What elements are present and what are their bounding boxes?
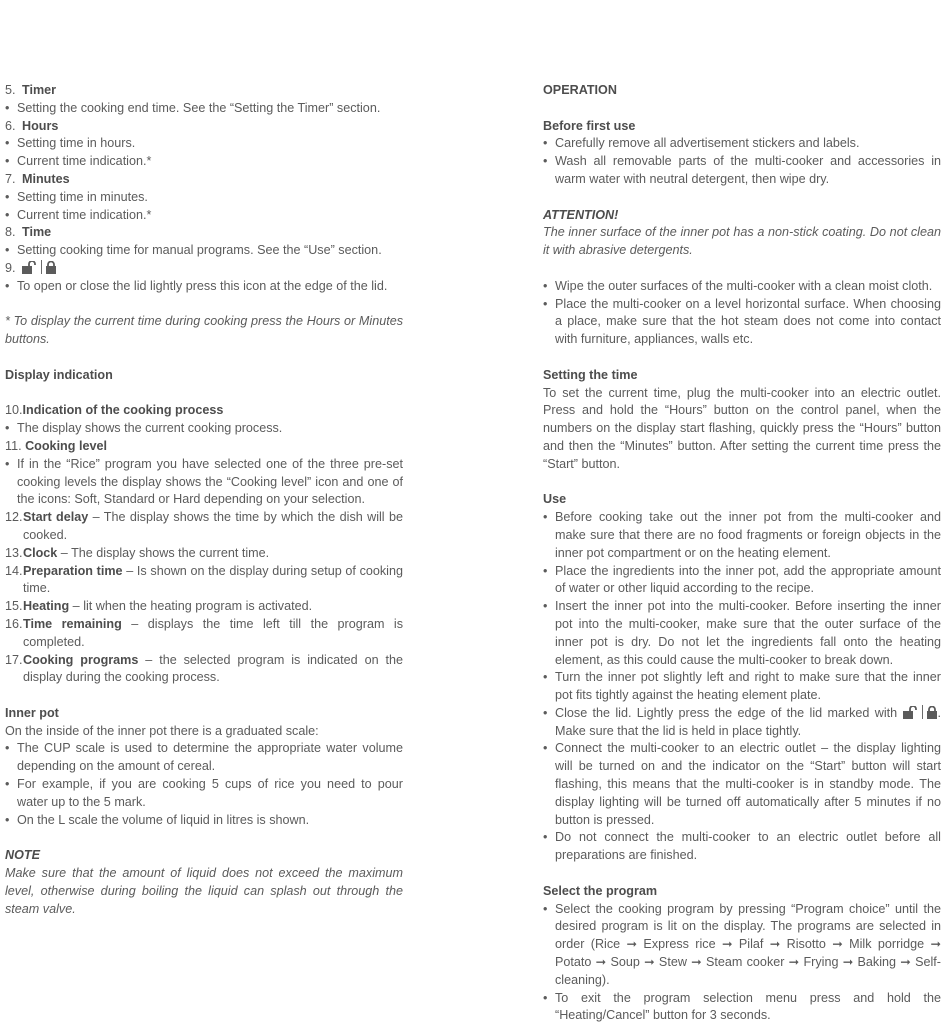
- section-heading-inner-pot: Inner pot: [5, 705, 59, 720]
- icon-separator: [41, 260, 42, 274]
- list-item: • On the L scale the volume of liquid in litres is shown.: [5, 812, 310, 827]
- list-item: • Setting cooking time for manual programs. See the “Use” section.: [5, 243, 382, 258]
- left-column: [5, 82, 403, 918]
- item-12: 12. Start delay – The display shows the time by which the dish will be cooked.: [5, 510, 403, 542]
- list-item: • Setting time in minutes.: [5, 189, 148, 204]
- section-heading-use: Use: [543, 492, 567, 507]
- list-item: • Current time indication.*: [5, 207, 152, 222]
- list-item: • Wipe the outer surfaces of the multi-cooker with a clean moist cloth.: [543, 278, 933, 293]
- list-item: • Setting the cooking end time. See the “Setting the Timer” section.: [5, 100, 381, 115]
- list-item: • Insert the inner pot into the multi-cooker. Before inserting the inner pot into the multi-cooker, make sure that the outer surface of the inner pot is dry. Do not let the ingredients fall onto the heating element, as this could cause the multi-cooker to break down.: [543, 599, 941, 667]
- unlock-icon: [22, 261, 38, 274]
- list-item: • Do not connect the multi-cooker to an electric outlet before all preparations are finished.: [543, 830, 941, 863]
- list-item: • Place the ingredients into the inner pot, add the appropriate amount of water or other liquid according to the recipe.: [543, 563, 941, 596]
- item-hours: 6. Hours: [5, 118, 59, 133]
- list-item: • To open or close the lid lightly press this icon at the edge of the lid.: [5, 278, 388, 293]
- item-11: 11. Cooking level: [5, 438, 107, 453]
- list-item: • Close the lid. Lightly press the edge of the lid marked with . Make sure that the lid is held in place tightly.: [543, 705, 941, 738]
- footnote: * To display the current time during cooking press the Hours or Minutes buttons.: [5, 314, 403, 347]
- list-item: • Before cooking take out the inner pot from the multi-cooker and make sure that there are no food fragments or foreign objects in the inner pot compartment or on the heating element.: [543, 510, 941, 560]
- note-heading: NOTE: [5, 848, 40, 863]
- unlock-icon: [903, 706, 919, 719]
- list-item: • Place the multi-cooker on a level horizontal surface. When choosing a place, make sure that the hot steam does not come into contact with furniture, appliances, walls etc.: [543, 296, 941, 347]
- section-heading-setting-time: Setting the time: [543, 367, 638, 382]
- item-15: 15. Heating – lit when the heating program is activated.: [5, 599, 313, 614]
- list-item: • Carefully remove all advertisement stickers and labels.: [543, 136, 860, 151]
- attention-heading: ATTENTION!: [543, 207, 619, 222]
- lock-icon: [926, 706, 938, 719]
- list-item: • Current time indication.*: [5, 154, 152, 169]
- item-14: 14. Preparation time – Is shown on the display during setup of cooking time.: [5, 563, 403, 596]
- list-item: • To exit the program selection menu press and hold the “Heating/Cancel” button for 3 seconds.: [543, 990, 941, 1023]
- list-item: • The CUP scale is used to determine the appropriate water volume depending on the amount of cereal.: [5, 741, 403, 774]
- list-item: • If in the “Rice” program you have selected one of the three pre-set cooking levels the display shows the “Cooking level” icon and one of the icons: Soft, Standard or Hard depending on your selection.: [5, 456, 403, 507]
- section-heading-select-program: Select the program: [543, 883, 658, 898]
- section-heading-operation: OPERATION: [543, 83, 617, 97]
- icon-separator: [922, 705, 923, 719]
- list-item: • Select the cooking program by pressing “Program choice” until the desired program is lit on the display. The programs are selected in order (Rice ➞ Express rice ➞ Pilaf ➞ Risotto ➞ Milk porridge ➞ Potato ➞ Soup ➞ Stew ➞ Steam cooker ➞ Frying ➞ Baking ➞ Self-cleaning).: [543, 901, 941, 987]
- item-17: 17. Cooking programs – the selected program is indicated on the display during the cooking process.: [5, 652, 403, 685]
- attention-text: The inner surface of the inner pot has a non-stick coating. Do not clean it with abrasive detergents.: [543, 225, 941, 258]
- inner-pot-intro: On the inside of the inner pot there is a graduated scale:: [5, 723, 319, 738]
- list-item: • Wash all removable parts of the multi-cooker and accessories in warm water with neutral detergent, then wipe dry.: [543, 154, 941, 186]
- section-heading-display: Display indication: [5, 367, 113, 382]
- section-heading-first-use: Before first use: [543, 118, 636, 133]
- note-text: Make sure that the amount of liquid does not exceed the maximum level, otherwise during boiling the liquid can splash out through the steam valve.: [5, 866, 403, 916]
- list-item: • The display shows the current cooking process.: [5, 421, 283, 436]
- lock-icon: [45, 261, 57, 274]
- list-item: • Turn the inner pot slightly left and right to make sure that the inner pot fits tightly against the heating element plate.: [543, 670, 941, 703]
- item-10: 10. Indication of the cooking process: [5, 403, 224, 418]
- setting-time-text: To set the current time, plug the multi-cooker into an electric outlet. Press and hold the “Hours” button on the control panel, when the numbers on the display start flashing, quickly press the “Hours” button and then the “Minutes” button. After setting the current time press the “Start” button.: [543, 385, 941, 471]
- list-item: • Setting time in hours.: [5, 136, 136, 151]
- item-13: 13. Clock – The display shows the current time.: [5, 545, 270, 560]
- item-time: 8. Time: [5, 225, 52, 240]
- item-16: 16. Time remaining – displays the time left till the program is completed.: [5, 616, 403, 649]
- list-item: • For example, if you are cooking 5 cups of rice you need to pour water up to the 5 mark.: [5, 777, 403, 809]
- item-lock: 9.: [5, 260, 403, 278]
- item-timer: 5. Timer: [5, 83, 57, 97]
- item-minutes: 7. Minutes: [5, 171, 70, 186]
- list-item: • Connect the multi-cooker to an electric outlet – the display lighting will be turned on and the indicator on the “Start” button will start flashing, this means that the multi-cooker is in standby mode. The display lighting will be turned off automatically after 5 minutes if no button is pressed.: [543, 741, 941, 827]
- right-column: [543, 82, 941, 1025]
